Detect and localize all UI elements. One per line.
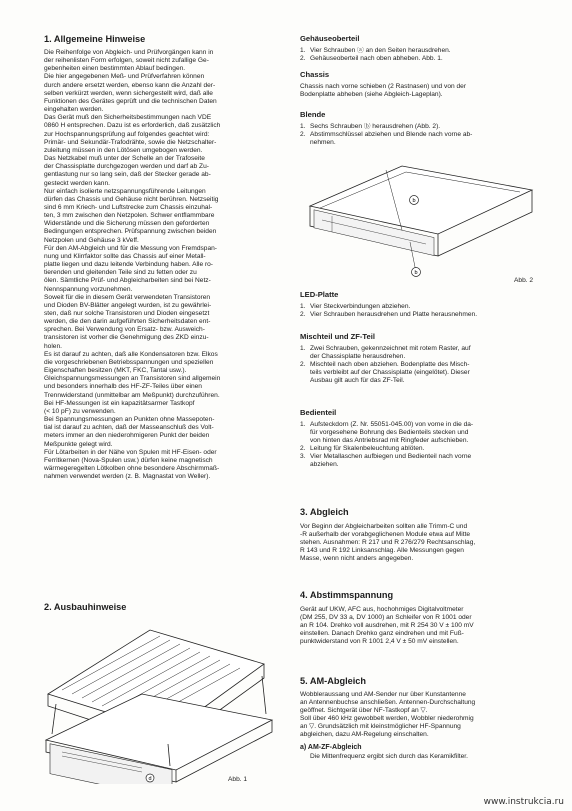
list-item — [300, 123, 540, 131]
mischteil-list — [300, 345, 540, 385]
section-1-title: 1. Allgemeine Hinweise — [44, 34, 146, 44]
list-item-line: teils verbleibt auf der Chassisplatte (eingelötet). Dieser — [310, 369, 470, 377]
list-item-line: Leitung für Skalenbeleuchtung ablöten. — [310, 445, 425, 453]
list-item-number: 2. — [300, 445, 306, 453]
text-line: eingehalten werden. — [44, 106, 104, 114]
text-line: Eigenschaften besitzen (MKT, FKC, Tantal usw.). — [44, 367, 187, 375]
text-line: Netzpolen und Gehäuse 3 kVeff. — [44, 236, 139, 244]
list-item-text — [310, 123, 540, 131]
subsection-a-body — [300, 753, 540, 761]
list-item-line: der Chassisplatte herausdrehen. — [310, 353, 406, 361]
chassis-body — [300, 83, 540, 99]
led-list — [300, 303, 540, 319]
figure-2-chassis-drawing — [306, 160, 536, 280]
text-line: gebenheiten einen bestimmten Ablauf bedingen. — [44, 65, 186, 73]
text-line: sten, daß nur solche Transistoren und Dioden eingesetzt — [44, 310, 210, 317]
list-item-number: 1. — [300, 345, 306, 352]
text-line: selben verkürzt werden, wenn sichergestellt wird, daß alle — [44, 89, 213, 97]
text-line: meters immer an den niederohmigeren Punkt der beiden — [44, 432, 210, 440]
list-item-line: abziehen. — [310, 461, 339, 469]
section-4-body — [300, 606, 540, 646]
text-line: an Antennenbuchse anschließen. Antennen-Durchschaltung — [300, 699, 476, 707]
list-item-line: Zwei Schrauben, gekennzeichnet mit rotem Raster, auf — [310, 345, 471, 352]
section-1 — [44, 34, 220, 481]
subsection-a-title: a) AM-ZF-Abgleich — [300, 743, 362, 751]
section-1-body — [44, 49, 220, 481]
text-line: nung und Klirrfaktor sollte das Chassis auf einer Metall- — [44, 252, 206, 260]
list-item-number: 3. — [300, 453, 306, 461]
text-line: punktwiderstand von R 1001 2,4 V ± 50 mV einstellen. — [300, 638, 459, 646]
text-line: gesteckt werden kann. — [44, 179, 110, 187]
gehaeuse-title: Gehäuseoberteil — [300, 34, 360, 43]
text-line: und besonders innerhalb des HF-ZF-Teiles über einen — [44, 383, 202, 391]
text-line: Gleichspannungsmessungen an Transistoren sind allgemein — [44, 375, 221, 383]
list-item — [300, 445, 540, 453]
section-3-title: 3. Abgleich — [300, 507, 349, 517]
list-item-line: Abstimmschlüssel abziehen und Blende nach vorne ab- — [310, 131, 473, 139]
list-item-text — [310, 453, 540, 469]
text-line: tierenden und gleitenden Teile sind zu fetten oder zu — [44, 269, 197, 277]
list-item-text — [310, 55, 540, 63]
list-item — [300, 345, 540, 361]
mischteil-title: Mischteil und ZF-Teil — [300, 332, 375, 341]
section-4-title: 4. Abstimmspannung — [300, 590, 394, 600]
bedienteil-section — [300, 408, 540, 470]
list-item — [300, 55, 540, 63]
list-item-text — [310, 47, 540, 55]
led-section — [300, 290, 540, 319]
text-line: Bedingungen entsprechen. Prüfspannung zwischen beiden — [44, 228, 217, 236]
list-item-line: Vier Steckverbindungen abziehen. — [310, 303, 411, 310]
text-line: Soweit für die in diesem Gerät verwendeten Transistoren — [44, 293, 211, 301]
section-5-title: 5. AM-Abgleich — [300, 676, 367, 686]
text-line: holen. — [44, 342, 62, 350]
gehaeuse-section — [300, 34, 540, 63]
text-line: ten, 3 mm zwischen den Netzpolen. Schwer entflammbare — [44, 212, 215, 220]
bedienteil-title: Bedienteil — [300, 408, 337, 417]
list-item-number: 1. — [300, 47, 306, 54]
text-line: Die hier angegebenen Meß- und Prüfverfahren können — [44, 73, 205, 81]
list-item — [300, 47, 540, 55]
bedienteil-list — [300, 421, 540, 470]
list-item-line: Sechs Schrauben ⓑ herausdrehen (Abb. 2). — [310, 123, 441, 130]
text-line: Bei HF-Messungen ist ein kapazitätsarmer Tastkopf — [44, 399, 195, 407]
list-item — [300, 311, 540, 319]
text-line: Masse, wenn nicht anders angegeben. — [300, 555, 414, 563]
list-item-line: Gehäuseoberteil nach oben abheben. Abb. 1. — [310, 55, 443, 63]
text-line: Trennwiderstand (unmittelbar am Meßpunkt) durchzuführen. — [44, 391, 220, 399]
text-line: Es ist darauf zu achten, daß alle Kondensatoren bzw. Elkos — [44, 350, 218, 358]
text-line: Widerstände und die Sicherung müssen den geforderten — [44, 220, 210, 228]
list-item-text — [310, 361, 540, 385]
text-line: Das Gerät muß den Sicherheitsbestimmungen nach VDE — [44, 114, 212, 122]
text-line: stehen. Ausnahmen: R 217 und R 276/279 Rechtsanschlag, — [300, 539, 476, 547]
blende-section — [300, 110, 540, 147]
list-item-number: 2. — [300, 55, 306, 63]
section-2 — [44, 602, 126, 613]
text-line: sind 6 mm Kriech- und Luftstrecke zum Chassis einzuhal- — [44, 203, 213, 211]
figure-2-marker-label-bottom: b — [414, 270, 418, 276]
text-line: Soll über 460 kHz gewobbelt werden, Wobbler niederohmig — [300, 715, 474, 723]
section-5 — [300, 676, 540, 761]
text-line: einstellen. Danach Drehko ganz eindrehen und mit Fuß- — [300, 630, 464, 638]
chassis-section — [300, 70, 540, 99]
list-item-text — [310, 303, 540, 311]
list-item-text — [310, 445, 540, 453]
figure-2-caption: Abb. 2 — [514, 277, 534, 284]
text-line: ölen. Sämtliche Prüf- und Abgleicharbeiten sind bei Netz- — [44, 277, 211, 285]
list-item-number: 2. — [300, 361, 306, 369]
text-line: an ▽. Grundsätzlich mit kleinstmöglicher HF-Spannung — [300, 723, 461, 731]
text-line: der Chassisplatte durchgezogen werden und darf ab Zu- — [44, 163, 209, 171]
text-line: die vorgeschriebenen Betriebsspannungen und speziellen — [44, 358, 214, 366]
text-line: Nur einfach isolierte netzspannungsführende Leitungen — [44, 187, 206, 195]
section-2-title: 2. Ausbauhinweise — [44, 602, 127, 612]
list-item-line: Mischteil nach oben abziehen. Bodenplatte des Misch- — [310, 361, 470, 369]
text-line: R 143 und R 192 Linksanschlag. Alle Messungen gegen — [300, 547, 464, 555]
text-line: platte liegen und dazu leitende Verbindung haben. Alle ro- — [44, 261, 214, 269]
text-line: Funktionen des Gerätes geprüft und die technischen Daten — [44, 97, 217, 105]
text-line: tial ist darauf zu achten, daß der Masseanschluß des Volt- — [44, 424, 214, 432]
text-line: 0860 H entsprechen. Dazu ist es erforderlich, daß zusätzlich — [44, 122, 221, 130]
text-line: durch andere ersetzt werden, ebenso kann die Anzahl der- — [44, 81, 216, 89]
list-item — [300, 303, 540, 311]
list-item — [300, 361, 540, 385]
text-line: (< 10 pF) zu verwenden. — [44, 407, 116, 415]
blende-title: Blende — [300, 110, 326, 119]
text-line: Die Reihenfolge von Abgleich- und Prüfvorgängen kann in — [44, 49, 214, 56]
text-line: Für den AM-Abgleich und für die Messung von Fremdspan- — [44, 244, 217, 252]
text-line: nahmen verwendet werden (z. B. Magnastat von Weller). — [44, 473, 211, 481]
text-line: Für Lötarbeiten in der Nähe von Spulen mit HF-Eisen- oder — [44, 448, 217, 456]
list-item-line: nehmen. — [310, 139, 336, 147]
list-item-line: für vorgesehene Bohrung des Bedienteils stecken und — [310, 429, 469, 437]
watermark: www.instrukcia.ru — [483, 797, 564, 807]
text-line: Primär- und Sekundär-Trafodrähte, sowie die Netzschalter- — [44, 138, 217, 146]
list-item-number: 1. — [300, 123, 306, 130]
text-line: Ferritkernen (Nova-Spulen usw.) dürfen keine magnetisch — [44, 456, 213, 464]
text-line: werden, die den darin aufgeführten Sicherheitsdaten ent- — [44, 318, 211, 326]
list-item-line: Vier Metallaschen aufbiegen und Bedienteil nach vorne — [310, 453, 472, 461]
text-line: an R 104. Drehko voll ausdrehen, mit R 254 30 V ± 100 mV — [300, 622, 474, 630]
text-line: sprechen. Bei Verwendung von Ersatz- bzw. Ausweich- — [44, 326, 205, 334]
text-line: wärmegeregelten Lötkolben ohne besondere Abschirmmaß- — [44, 464, 220, 472]
text-line: und Dioden BV-Blätter angelegt wurden, ist zu gewährlei- — [44, 301, 212, 309]
figure-1-housing-drawing — [42, 620, 280, 784]
text-line: Meßpunkte gelegt wird. — [44, 440, 113, 448]
text-line: Die Mittenfrequenz ergibt sich durch das Keramikfilter. — [310, 752, 468, 760]
section-3-body — [300, 523, 540, 563]
text-line: (DM 255, DV 33 a, DV 1000) an Schleifer von R 1001 oder — [300, 614, 472, 622]
figure-1-marker-label: d — [148, 776, 152, 782]
blende-list — [300, 123, 540, 147]
text-line: transistoren ist vorher die Genehmigung des ZKD einzu- — [44, 334, 209, 342]
text-line: gentlastung nur so lang sein, daß der Stecker gerade ab- — [44, 171, 211, 179]
text-line: abgleichen, dazu AM-Regelung einschalten. — [300, 731, 429, 739]
list-item-text — [310, 131, 540, 147]
section-4 — [300, 590, 540, 646]
list-item-line: Vier Schrauben ⓐ an den Seiten herausdrehen. — [310, 47, 451, 54]
text-line: -R außerhalb der vorabgeglichenen Module etwa auf Mitte — [300, 531, 471, 539]
text-line: Bodenplatte abheben (siehe Abgleich-Lageplan). — [300, 91, 443, 99]
section-5-body — [300, 691, 540, 740]
figure-1-caption: Abb. 1 — [228, 776, 248, 783]
list-item-number: 1. — [300, 421, 306, 428]
list-item — [300, 453, 540, 469]
list-item-line: Ausbau gilt auch für das ZF-Teil. — [310, 377, 405, 385]
text-line: geöffnet. Sichtgerät über NF-Tastkopf an ▽. — [300, 707, 428, 715]
list-item-line: von hinten das Antriebsrad mit Ringfeder aufschieben. — [310, 437, 469, 445]
text-line: Das Netzkabel muß unter der Schelle an der Trafoseite — [44, 155, 205, 163]
text-line: Bei Spannungsmessungen an Punkten ohne Massepoten- — [44, 416, 215, 424]
chassis-title: Chassis — [300, 70, 330, 79]
led-title: LED-Platte — [300, 290, 339, 299]
list-item-number: 1. — [300, 303, 306, 310]
text-line: Nennspannung vorzunehmen. — [44, 285, 133, 293]
text-line: Gerät auf UKW, AFC aus, hochohmiges Digitalvoltmeter — [300, 606, 464, 613]
list-item-line: Aufsteckdorn (Z. Nr. 55051-045.00) von vorne in die da- — [310, 421, 474, 428]
text-line: zuleitung müssen in den Lötösen umgebogen werden. — [44, 146, 203, 154]
list-item-text — [310, 345, 540, 361]
text-line: dürfen das Chassis und Gehäuse nicht berühren. Netzseitig — [44, 195, 219, 203]
text-line: Vor Beginn der Abgleicharbeiten sollten alle Trimm-C und — [300, 523, 468, 530]
list-item-number: 2. — [300, 131, 306, 139]
list-item-line: Vier Schrauben herausdrehen und Platte herausnehmen. — [310, 311, 478, 319]
text-line: Chassis nach vorne schieben (2 Rastnasen) und von der — [300, 83, 467, 90]
text-line: Wobbleraussang und AM-Sender nur über Kunstantenne — [300, 691, 466, 698]
figure-2-marker-label-top: b — [412, 198, 416, 204]
section-3 — [300, 507, 540, 563]
mischteil-section — [300, 332, 540, 385]
list-item-text — [310, 421, 540, 445]
list-item-text — [310, 311, 540, 319]
gehaeuse-list — [300, 47, 540, 63]
list-item-number: 2. — [300, 311, 306, 319]
list-item — [300, 131, 540, 147]
list-item — [300, 421, 540, 445]
text-line: zur Hochspannungsprüfung auf folgendes geachtet wird: — [44, 130, 210, 138]
text-line: der reihenlisten Form erfolgen, soweit nicht zufallige Ge- — [44, 57, 209, 65]
